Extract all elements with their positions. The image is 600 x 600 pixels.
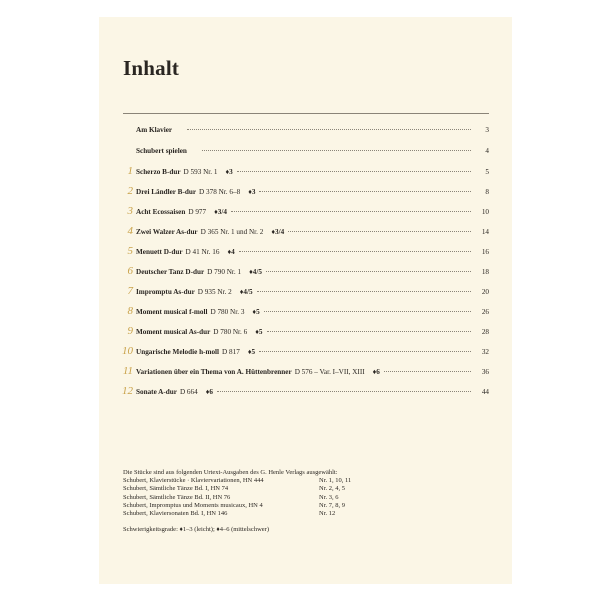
toc-page: 3 <box>485 126 489 134</box>
toc-catalog: D 664 <box>179 388 198 396</box>
toc-title: Drei Ländler B-dur <box>136 188 197 196</box>
toc-number: 8 <box>127 305 133 317</box>
toc-leader <box>288 231 471 232</box>
toc-catalog: D 576 – Var. I–VII, XIII <box>294 368 365 376</box>
source-row <box>123 485 423 493</box>
toc-difficulty: ♦6 <box>205 388 213 396</box>
toc-difficulty: ♦5 <box>252 308 260 316</box>
toc-page: 14 <box>481 228 489 236</box>
toc-catalog: D 378 Nr. 6–8 <box>199 188 241 196</box>
toc-catalog: D 935 Nr. 2 <box>197 288 232 296</box>
toc-title: Impromptu As-dur <box>136 288 195 296</box>
toc-title: Menuett D-dur <box>136 248 183 256</box>
toc-title: Schubert spielen <box>136 147 187 155</box>
source-pieces: Nr. 12 <box>319 510 336 518</box>
toc-leader <box>267 331 472 332</box>
toc-entry <box>117 244 489 258</box>
toc-entry <box>117 123 489 137</box>
toc-catalog: D 593 Nr. 1 <box>183 168 218 176</box>
source-edition: Schubert, Klavierstücke · Klaviervariationen, HN 444 <box>123 477 264 485</box>
page-title: Inhalt <box>123 56 180 80</box>
toc-number: 6 <box>127 265 133 277</box>
toc-entry <box>117 284 489 298</box>
toc-entry <box>117 364 489 378</box>
source-list <box>123 477 423 518</box>
source-pieces: Nr. 7, 8, 9 <box>319 501 345 509</box>
toc-leader <box>384 371 471 372</box>
toc-leader <box>266 271 471 272</box>
toc-entry <box>117 144 489 158</box>
toc-number: 1 <box>127 165 133 177</box>
toc-number: 4 <box>127 225 133 237</box>
source-edition: Schubert, Sämtliche Tänze Bd. II, HN 76 <box>123 493 231 501</box>
toc-leader <box>217 391 471 392</box>
toc-entry <box>117 324 489 338</box>
source-row <box>123 510 423 518</box>
toc-page: 8 <box>485 188 489 196</box>
source-pieces: Nr. 2, 4, 5 <box>319 485 345 493</box>
toc-entry <box>117 184 489 198</box>
toc-difficulty: ♦3/4 <box>271 228 285 236</box>
toc-title: Sonate A-dur <box>136 388 177 396</box>
toc-catalog: D 780 Nr. 6 <box>213 328 248 336</box>
toc-page: 4 <box>485 147 489 155</box>
toc-title: Moment musical f-moll <box>136 308 208 316</box>
toc-page: 5 <box>485 168 489 176</box>
source-row <box>123 477 423 485</box>
toc-number: 3 <box>127 205 133 217</box>
toc-leader <box>187 129 471 130</box>
toc-entry <box>117 384 489 398</box>
toc-number: 12 <box>122 385 133 397</box>
toc-number: 5 <box>127 245 133 257</box>
toc-difficulty: ♦4/5 <box>239 288 253 296</box>
source-row <box>123 494 423 502</box>
toc-page: 18 <box>481 268 489 276</box>
toc-leader <box>259 351 471 352</box>
source-edition: Schubert, Impromptus und Moments musicaux, HN 4 <box>123 501 263 509</box>
toc-leader <box>202 150 471 151</box>
toc-entry <box>117 344 489 358</box>
toc-catalog: D 790 Nr. 1 <box>207 268 242 276</box>
toc-page: 32 <box>481 348 489 356</box>
toc-number: 11 <box>122 365 133 377</box>
toc-catalog: D 817 <box>222 348 240 356</box>
source-edition: Schubert, Sämtliche Tänze Bd. I, HN 74 <box>123 485 229 493</box>
toc-entry <box>117 304 489 318</box>
difficulty-legend: Schwierigkeitsgrade: ♦1–3 (leicht); ♦4–6 (mittelschwer) <box>123 526 269 534</box>
toc-entry <box>117 204 489 218</box>
source-intro: Die Stücke sind aus folgenden Urtext-Ausgaben des G. Henle Verlags ausgewählt: <box>123 469 338 476</box>
toc-page: 26 <box>481 308 489 316</box>
source-row <box>123 502 423 510</box>
toc-page: 44 <box>481 388 489 396</box>
toc-catalog: D 780 Nr. 3 <box>210 308 245 316</box>
toc-catalog: D 365 Nr. 1 und Nr. 2 <box>200 228 264 236</box>
toc-title: Acht Ecossaisen <box>136 208 186 216</box>
toc-difficulty: ♦5 <box>247 348 256 356</box>
toc-title: Scherzo B-dur <box>136 168 181 176</box>
toc-page: 36 <box>481 368 489 376</box>
toc-leader <box>259 191 471 192</box>
toc-difficulty: ♦3 <box>225 168 233 176</box>
toc-leader <box>239 251 471 252</box>
source-pieces: Nr. 3, 6 <box>319 493 339 501</box>
toc-leader <box>264 311 471 312</box>
source-pieces: Nr. 1, 10, 11 <box>319 477 352 485</box>
toc-difficulty: ♦4/5 <box>249 268 262 276</box>
toc-entry <box>117 264 489 278</box>
title-rule <box>123 113 489 114</box>
toc-number: 7 <box>127 285 133 297</box>
toc-number: 10 <box>122 345 133 357</box>
toc-catalog: D 977 <box>188 208 207 216</box>
source-notes <box>123 469 423 534</box>
toc-difficulty: ♦3/4 <box>214 208 227 216</box>
toc-number: 9 <box>127 325 133 337</box>
toc-leader <box>257 291 471 292</box>
toc-entry <box>117 224 489 238</box>
toc-leader <box>231 211 471 212</box>
toc-title: Zwei Walzer As-dur <box>136 228 198 236</box>
toc-page: 10 <box>481 208 489 216</box>
source-edition: Schubert, Klaviersonaten Bd. I, HN 146 <box>123 510 228 518</box>
toc-catalog: D 41 Nr. 16 <box>185 248 220 256</box>
toc-page: 20 <box>481 288 489 296</box>
toc-title: Deutscher Tanz D-dur <box>136 268 205 276</box>
toc-title: Variationen über ein Thema von A. Hüttenbrenner <box>136 368 292 376</box>
toc-difficulty: ♦4 <box>227 248 235 256</box>
toc-difficulty: ♦5 <box>255 328 263 336</box>
toc-difficulty: ♦6 <box>372 368 380 376</box>
toc-leader <box>237 171 471 172</box>
toc-difficulty: ♦3 <box>248 188 256 196</box>
toc-page: 16 <box>481 248 489 256</box>
toc-title: Am Klavier <box>136 126 173 134</box>
toc-number: 2 <box>127 185 133 197</box>
toc-entry <box>117 164 489 178</box>
toc-title: Moment musical As-dur <box>136 328 211 336</box>
toc-page: 28 <box>481 328 489 336</box>
toc-title: Ungarische Melodie h-moll <box>136 348 220 356</box>
